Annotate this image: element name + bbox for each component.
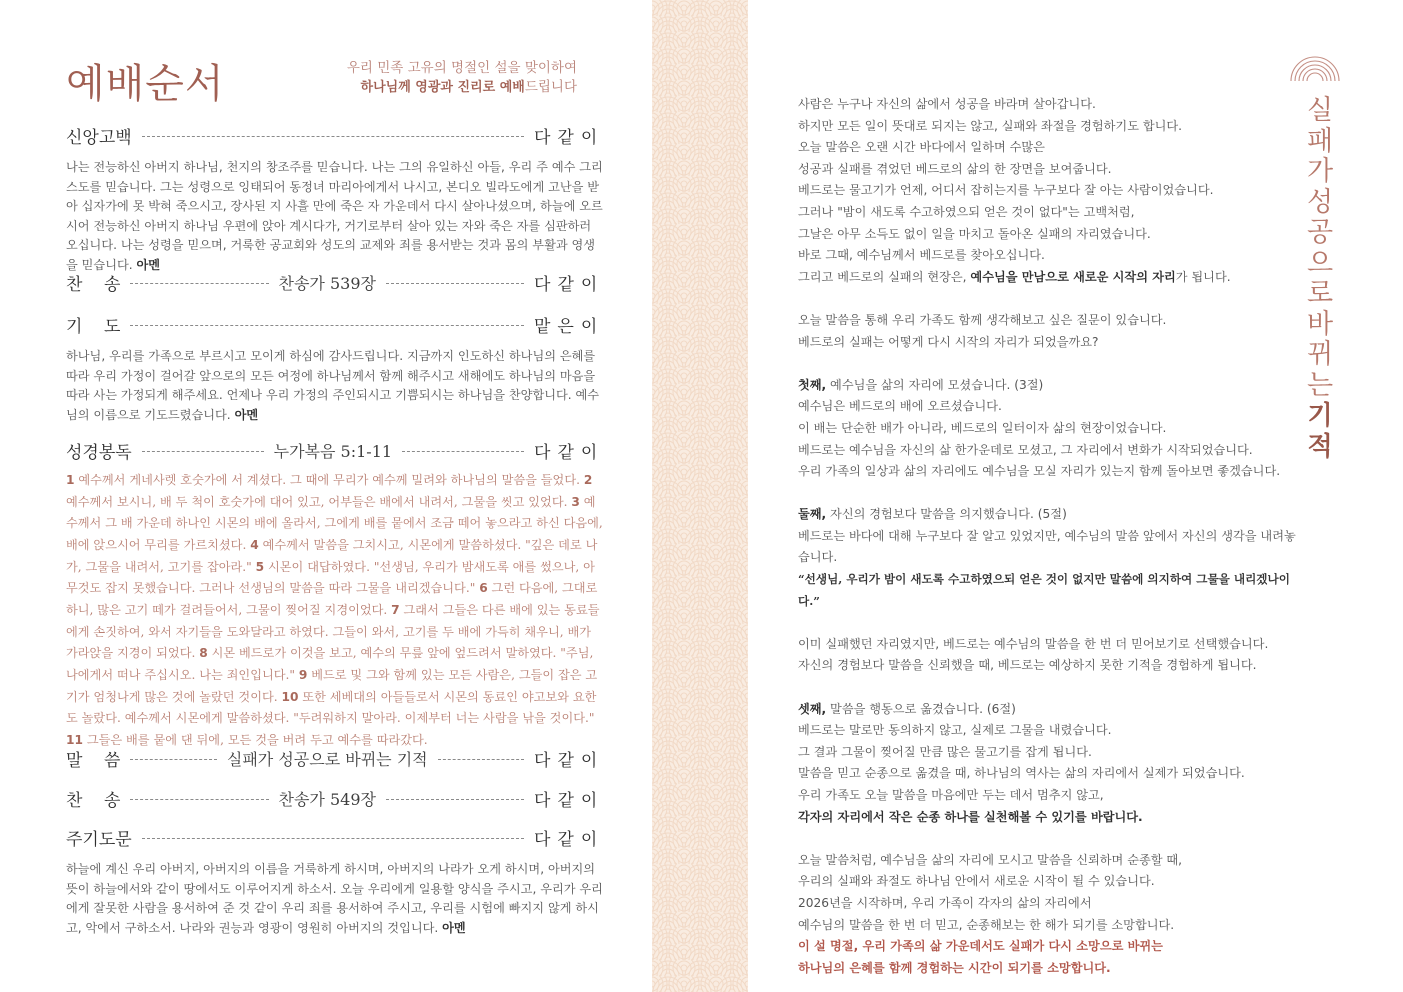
dashed-leader [402, 451, 524, 452]
order-leader: 다같이 [534, 442, 605, 463]
text-line: 베드로는 말로만 동의하지 않고, 실제로 그물을 내렸습니다. [798, 723, 1112, 738]
title-char: 패 [1306, 125, 1334, 157]
rainbow-arcs-icon [1289, 54, 1341, 82]
text-line: 그날은 아무 소득도 없이 일을 마치고 돌아온 실패의 자리였습니다. [798, 226, 1151, 241]
text-line: 그 결과 그물이 찢어질 만큼 많은 물고기를 잡게 됩니다. [798, 744, 1092, 759]
order-label: 말 씀 [66, 750, 121, 771]
subtitle-line-1: 우리 민족 고유의 명절인 설을 맞이하여 [346, 60, 577, 76]
verse-text: 그들은 배를 뭍에 댄 뒤에, 모든 것을 버려 두고 예수를 따라갔다. [86, 732, 428, 747]
prayer-text [66, 347, 604, 425]
order-leader: 다같이 [534, 274, 605, 295]
verse-number: 4 [250, 537, 259, 552]
dashed-leader [438, 759, 524, 760]
subtitle-bold: 하나님께 영광과 진리로 예배 [360, 80, 525, 95]
order-label: 주기도문 [66, 829, 132, 850]
lords-prayer-body: 하늘에 계신 우리 아버지, 아버지의 이름을 거룩하게 하시며, 아버지의 나라가 오게 하시며, 아버지의 뜻이 하늘에서와 같이 땅에서도 이루어지게 하소서. 오늘 우리에게 일용할 양식을 주시고, 우리가 우리에게 잘못한 사람을 용서하여 준 것 같이 우리 죄를 용서하여 주시고, 우리를 시험에 빠지지 않게 하시고, 악에서 구하소서. 나라와 권능과 영광이 영원히 아버지의 것입니다. [66, 862, 603, 935]
order-content: 실패가 성공으로 바뀌는 기적 [226, 749, 428, 769]
dashed-leader [142, 838, 524, 839]
text-line: 오늘 말씀을 통해 우리 가족도 함께 생각해보고 싶은 질문이 있습니다. [798, 312, 1167, 327]
order-leader: 맡은이 [534, 316, 605, 337]
title-char: 실 [1306, 95, 1334, 126]
order-label: 찬 송 [66, 790, 121, 811]
text-line: 이미 실패했던 자리였지만, 베드로는 예수님의 말씀을 한 번 더 믿어보기로 선택했습니다. [798, 636, 1269, 651]
order-label: 성경봉독 [66, 442, 132, 463]
first-point-heading [798, 375, 1298, 397]
subtitle-end: 드립니다 [524, 79, 577, 95]
second-point-body: 베드로는 바다에 대해 누구보다 잘 알고 있었지만, 예수님의 말씀 앞에서 자신의 생각을 내려놓습니다. [798, 528, 1296, 565]
text-line: 이 배는 단순한 배가 아니라, 베드로의 일터이자 삶의 현장이었습니다. [798, 420, 1167, 435]
dashed-leader [130, 799, 268, 800]
verse-number: 7 [391, 602, 400, 617]
title-char: 성 [1306, 186, 1334, 218]
page-title: 예배순서 [66, 61, 225, 107]
intro-last-line [798, 267, 1298, 289]
first-point-label: 첫째, [798, 377, 827, 392]
third-point-heading [798, 699, 1298, 721]
title-char: 으 [1306, 247, 1334, 279]
verse-number: 3 [571, 494, 580, 509]
order-content: 누가복음 5:1-11 [273, 441, 393, 461]
creed-text [66, 158, 604, 276]
text-line: 사람은 누구나 자신의 삶에서 성공을 바라며 살아갑니다. [798, 97, 1096, 111]
third-point-title: 말씀을 행동으로 옮겼습니다. (6절) [826, 701, 1016, 716]
third-point-emphasis: 각자의 자리에서 작은 순종 하나를 실천해볼 수 있기를 바랍니다. [798, 809, 1143, 824]
sermon-vertical-title [1303, 96, 1337, 462]
verse-text: 또한 세베대의 아들들로서 시몬의 동료인 야고보와 요한도 놀랐다. 예수께서 시몬에게 말씀하셨다. "두려워하지 말아라. 이제부터 너는 사람을 낚을 것이다." [66, 689, 597, 726]
prayer-body: 하나님, 우리를 가족으로 부르시고 모이게 하심에 감사드립니다. 지금까지 인도하신 하나님의 은혜를 따라 우리 가정이 걸어갈 앞으로의 모든 여정에 하나님께서 함께 해주시고 새해에도 하나님의 마음을 따라 사는 가정되게 해주세요. 언제나 우리 가정의 주인되시고 기쁨되시는 하나님을 찬양합니다. 예수님의 이름으로 기도드렸습니다. [66, 349, 600, 422]
title-char: 뀌 [1306, 339, 1334, 370]
verse-number: 10 [281, 689, 299, 704]
verse-number: 5 [255, 559, 265, 574]
decorative-wave-band [652, 0, 748, 992]
second-point-label: 둘째, [798, 507, 827, 522]
verse-text: 예수께서 그 배 가운데 하나인 시몬의 배에 올라서, 그에게 배를 뭍에서 조금 떼어 놓으라고 하신 다음에, 배에 앉으시어 무리를 가르치셨다. [66, 494, 603, 552]
title-char-bold: 기 [1307, 401, 1333, 431]
sermon-page [748, 0, 1403, 992]
text-line: 하지만 모든 일이 뜻대로 되지는 않고, 실패와 좌절을 경험하기도 합니다. [798, 118, 1183, 133]
third-point-body [798, 720, 1298, 806]
verse-number: 9 [298, 667, 308, 682]
verse-number: 11 [66, 732, 83, 747]
dashed-leader [130, 283, 268, 284]
sermon-intro [798, 94, 1298, 267]
third-point-label: 셋째, [798, 701, 827, 716]
verse-text: 그래서 그들은 다른 배에 있는 동료들에게 손짓하여, 와서 자기들을 도와달라고 하였다. 그들이 와서, 고기를 두 배에 가득히 채우니, 배가 가라앉을 지경이 되었다. [66, 602, 600, 661]
verse-text: 예수께서 말씀을 그치시고, 시몬에게 말씀하셨다. "깊은 데로 나가, 그물을 내려서, 고기를 잡아라." [66, 537, 598, 574]
amen: 아멘 [136, 257, 161, 272]
title-char: 가 [1306, 156, 1334, 187]
sermon-body [798, 94, 1298, 979]
order-leader: 다같이 [534, 127, 605, 148]
first-point-body [798, 396, 1298, 482]
sermon-closing-emphasis [798, 936, 1298, 979]
order-row-scripture [66, 438, 605, 463]
second-point-quote: “선생님, 우리가 밤이 새도록 수고하였으되 얻은 것이 없지만 말씀에 의지하여 그물을 내리겠나이다.” [798, 572, 1290, 608]
text-line: 이 설 명절, 우리 가족의 삶 가운데서도 실패가 다시 소망으로 바뀌는 [798, 939, 1163, 954]
subtitle-line-2 [347, 78, 577, 97]
text-line: 베드로의 실패는 어떻게 다시 시작의 자리가 되었을까요? [798, 334, 1099, 349]
verse-text: 베드로 및 그와 함께 있는 모든 사람은, 그들이 잡은 고기가 엄청나게 많은 것에 놀랐던 것이다. [66, 667, 598, 704]
text-line: 예수님은 베드로의 배에 오르셨습니다. [798, 399, 1002, 414]
text-line: 2026년을 시작하며, 우리 가족이 각자의 삶의 자리에서 [798, 895, 1092, 910]
text-line: 오늘 말씀처럼, 예수님을 삶의 자리에 모시고 말씀을 신뢰하며 순종할 때, [798, 852, 1183, 867]
title-char: 는 [1306, 369, 1334, 401]
text-line: 우리의 실패와 좌절도 하나님 안에서 새로운 시작이 될 수 있습니다. [798, 874, 1155, 889]
order-content: 찬송가 549장 [278, 789, 376, 809]
order-row-hymn-2 [66, 786, 605, 811]
order-row-creed [66, 123, 605, 148]
verse-text: 그런 다음에, 그대로 하니, 많은 고기 떼가 걸려들어서, 그물이 찢어질 지경이었다. [66, 581, 598, 617]
text-line: 오늘 말씀은 오랜 시간 바다에서 일하며 수많은 [798, 140, 1045, 155]
text-line: 하나님의 은혜를 함께 경험하는 시간이 되기를 소망합니다. [798, 960, 1111, 975]
order-row-sermon [66, 746, 605, 771]
title-char: 공 [1306, 217, 1334, 248]
lords-prayer-text [66, 860, 604, 938]
order-leader: 다같이 [534, 790, 605, 811]
text-line: 우리 가족도 오늘 말씀을 마음에만 두는 데서 멈추지 않고, [798, 788, 1104, 802]
verse-number: 1 [66, 473, 75, 487]
order-content: 찬송가 539장 [278, 273, 376, 293]
order-label: 찬 송 [66, 274, 121, 295]
order-row-lords-prayer [66, 825, 605, 850]
text-line: 그러나 "밤이 새도록 수고하였으되 얻은 것이 없다"는 고백처럼, [798, 204, 1135, 219]
intro-last-post: 가 됩니다. [1175, 269, 1231, 284]
sermon-closing [798, 850, 1298, 936]
title-char: 로 [1306, 278, 1334, 309]
verse-text: 시몬 베드로가 이것을 보고, 예수의 무릎 앞에 엎드려서 말하였다. "주님, 나에게서 떠나 주십시오. 나는 죄인입니다." [66, 646, 594, 682]
dashed-leader [142, 451, 264, 452]
text-line: 말씀을 믿고 순종으로 옮겼을 때, 하나님의 역사는 삶의 자리에서 실제가 되었습니다. [798, 766, 1245, 781]
dashed-leader [130, 759, 216, 760]
sermon-question [798, 310, 1298, 353]
worship-order-page [0, 0, 652, 992]
order-row-hymn-1 [66, 270, 605, 295]
text-line: 우리 가족의 일상과 삶의 자리에도 예수님을 모실 자리가 있는지 함께 돌아보면 좋겠습니다. [798, 464, 1281, 479]
wave-pattern-icon [652, 0, 748, 992]
third-point-bold [798, 807, 1298, 829]
second-point-title: 자신의 경험보다 말씀을 의지했습니다. (5절) [826, 507, 1067, 522]
text-line: 바로 그때, 예수님께서 베드로를 찾아오십니다. [798, 248, 1045, 263]
dashed-leader [130, 325, 524, 326]
verse-number: 8 [199, 646, 208, 661]
intro-last-bold: 예수님을 만남으로 새로운 시작의 자리 [970, 269, 1176, 284]
dashed-leader [386, 799, 524, 800]
text-line: 성공과 실패를 겪었던 베드로의 삶의 한 장면을 보여줍니다. [798, 161, 1112, 176]
text-line: 예수님의 말씀을 한 번 더 믿고, 순종해보는 한 해가 되기를 소망합니다. [798, 917, 1175, 932]
second-point-after [798, 634, 1298, 677]
amen: 아멘 [234, 407, 259, 422]
verse-text: 예수께서 보시니, 배 두 척이 호숫가에 대어 있고, 어부들은 배에서 내려서, 그물을 씻고 있었다. [66, 494, 568, 509]
order-label: 신앙고백 [66, 127, 132, 148]
verse-number: 6 [479, 581, 488, 596]
verse-text: 예수께서 게네사렛 호숫가에 서 계셨다. 그 때에 무리가 예수께 밀려와 하나님의 말씀을 들었다. [78, 473, 580, 487]
order-leader: 다같이 [534, 750, 605, 771]
order-leader: 다같이 [534, 829, 605, 850]
first-point-title: 예수님을 삶의 자리에 모셨습니다. (3절) [826, 377, 1044, 392]
amen: 아멘 [442, 920, 466, 935]
page-subtitle [347, 59, 577, 97]
second-point-heading [798, 504, 1298, 526]
title-char: 바 [1306, 308, 1334, 340]
creed-body: 나는 전능하신 아버지 하나님, 천지의 창조주를 믿습니다. 나는 그의 유일하신 아들, 우리 주 예수 그리스도를 믿습니다. 그는 성령으로 잉태되어 동정녀 마리아에게서 나시고, 본디오 빌라도에게 고난을 받아 십자가에 못 박혀 죽으시고, 장사된 지 사흘 만에 죽은 자 가운데서 다시 살아나셨으며, 하늘에 오르시어 전능하신 아버지 하나님 우편에 앉아 계시다가, 거기로부터 살아 있는 자와 죽은 자를 심판하러 오십니다. 나는 성령을 믿으며, 거룩한 공교회와 성도의 교제와 죄를 용서받는 것과 몸의 부활과 영생을 믿습니다. [66, 160, 603, 272]
intro-last-pre: 그리고 베드로의 실패의 현장은, [798, 269, 971, 284]
order-row-prayer [66, 312, 605, 337]
verse-number: 2 [583, 473, 593, 487]
text-line: 베드로는 물고기가 언제, 어디서 잡히는지를 누구보다 잘 아는 사람이었습니다. [798, 183, 1214, 198]
scripture-text [66, 470, 604, 752]
title-char-bold: 적 [1307, 431, 1333, 462]
dashed-leader [386, 283, 524, 284]
text-line: 베드로는 예수님을 자신의 삶 한가운데로 모셨고, 그 자리에서 변화가 시작되었습니다. [798, 442, 1253, 457]
dashed-leader [142, 136, 524, 137]
order-label: 기 도 [66, 316, 121, 337]
verse-text: 시몬이 대답하였다. "선생님, 우리가 밤새도록 애를 썼으나, 아무것도 잡지 못했습니다. 그러나 선생님의 말씀을 따라 그물을 내리겠습니다." [66, 559, 595, 596]
text-line: 자신의 경험보다 말씀을 신뢰했을 때, 베드로는 예상하지 못한 기적을 경험하게 됩니다. [798, 658, 1257, 673]
